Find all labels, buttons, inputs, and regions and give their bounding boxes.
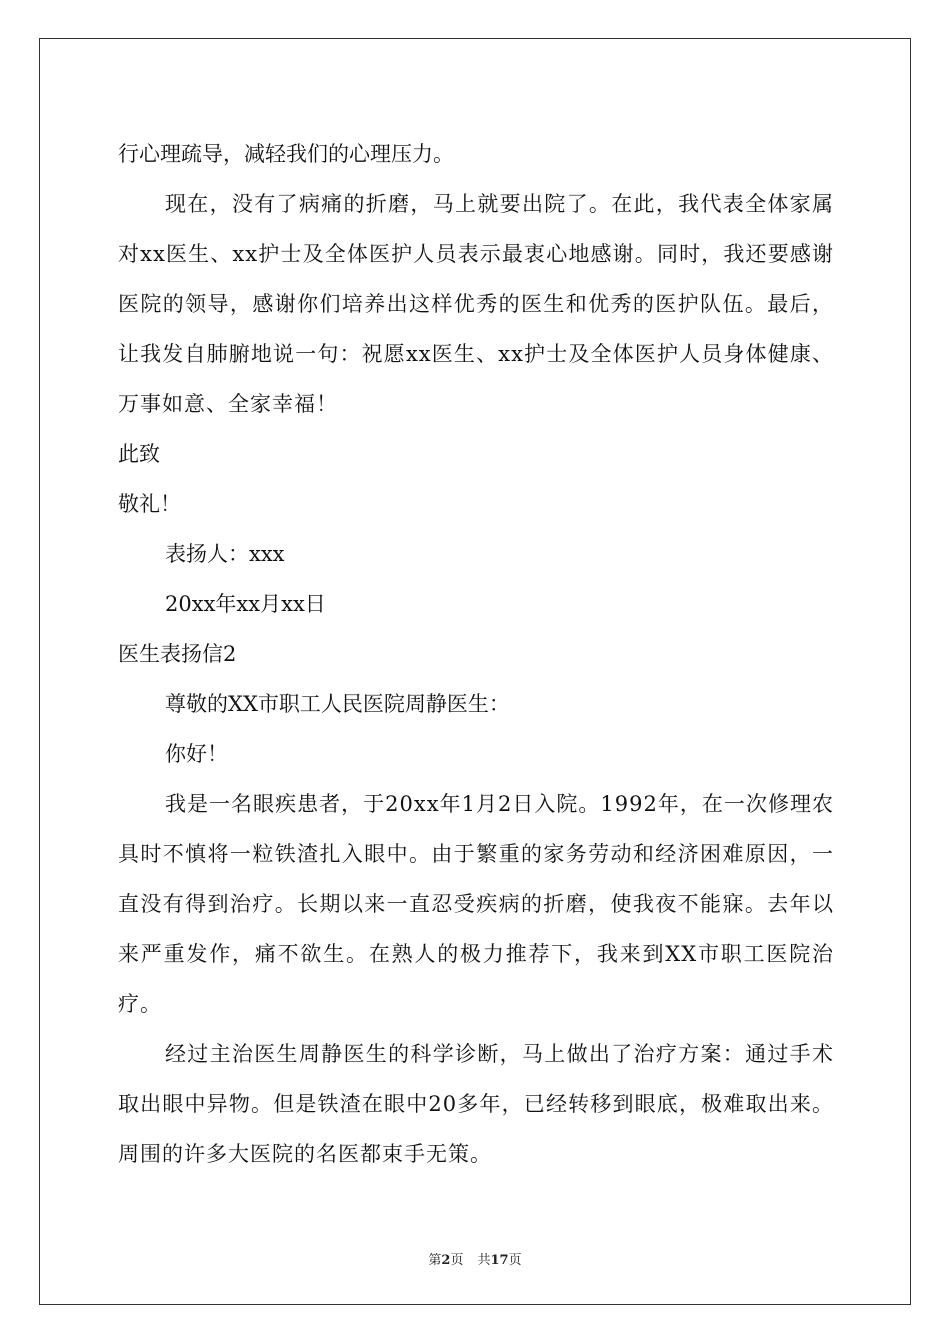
document-page: [39, 38, 911, 1305]
closing-line-2: 敬礼！: [118, 492, 181, 516]
page-number: 2: [441, 1253, 451, 1268]
page-prefix: 第: [428, 1253, 442, 1268]
signer-line: 表扬人：xxx: [165, 542, 285, 566]
closing-line-1: 此致: [118, 442, 160, 466]
letter-heading: 医生表扬信2: [118, 642, 237, 666]
paragraph-thanks: 现在，没有了病痛的折磨，马上就要出院了。在此，我代表全体家属对xx医生、xx护士及全体医护人员表示最衷心地感谢。同时，我还要感谢医院的领导，感谢你们培养出这样优秀的医生和优秀的医护队伍。最后，让我发自肺腑地说一句：祝愿xx医生、xx护士及全体医护人员身体健康、万事如意、全家幸福！: [118, 192, 834, 416]
page-footer: [40, 1249, 910, 1268]
document-body: [118, 129, 834, 1179]
page-suffix: 页: [450, 1253, 464, 1268]
paragraph-story: 我是一名眼疾患者，于20xx年1月2日入院。1992年，在一次修理农具时不慎将一粒铁渣扎入眼中。由于繁重的家务劳动和经济困难原因，一直没有得到治疗。长期以来一直忍受疾病的折磨，使我夜不能寐。去年以来严重发作，痛不欲生。在熟人的极力推荐下，我来到XX市职工医院治疗。: [118, 792, 834, 1016]
paragraph-treatment: 经过主治医生周静医生的科学诊断，马上做出了治疗方案：通过手术取出眼中异物。但是铁渣在眼中20多年，已经转移到眼底，极难取出来。周围的许多大医院的名医都束手无策。: [118, 1042, 834, 1166]
total-prefix: 共: [477, 1253, 491, 1268]
greeting-line: 你好！: [165, 742, 228, 766]
date-line: 20xx年xx月xx日: [165, 592, 326, 616]
total-suffix: 页: [508, 1253, 522, 1268]
paragraph-continuation: 行心理疏导，减轻我们的心理压力。: [118, 142, 454, 166]
salutation-line: 尊敬的XX市职工人民医院周静医生：: [165, 692, 510, 716]
total-pages: 17: [490, 1253, 509, 1268]
